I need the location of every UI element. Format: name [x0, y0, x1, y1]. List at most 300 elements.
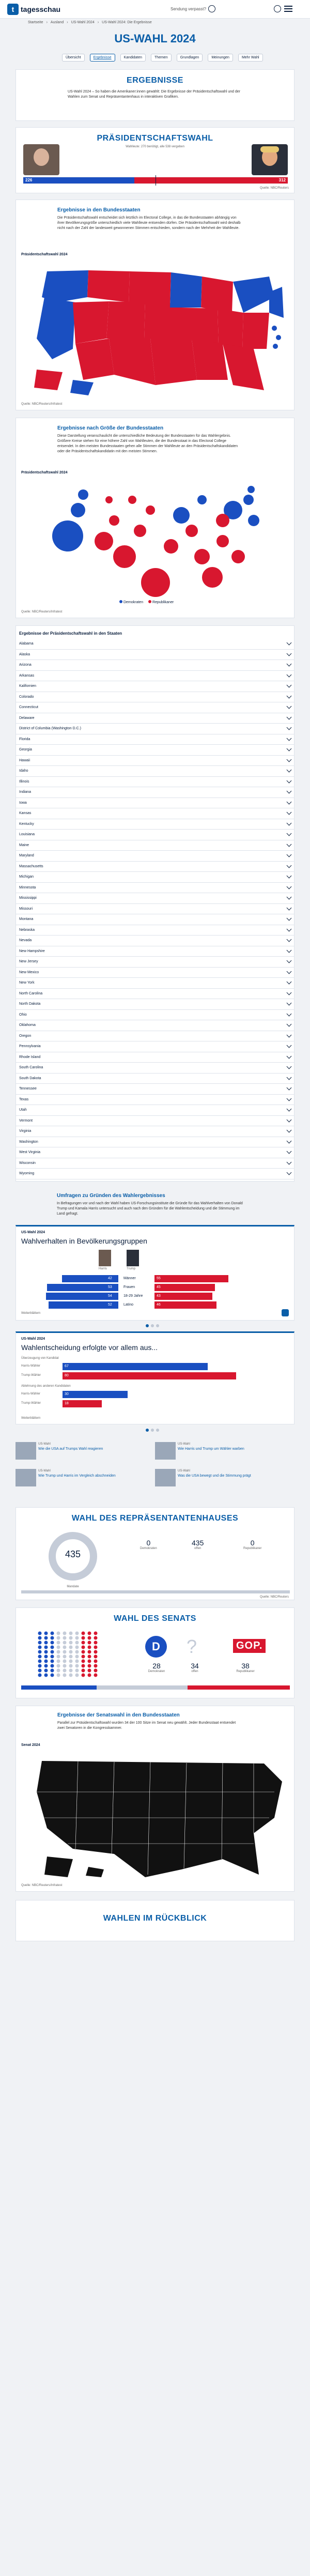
harris-bar: [23, 177, 134, 183]
poll-card-groups: [16, 1225, 295, 1321]
state-row[interactable]: [16, 1010, 294, 1021]
senate-seat: [44, 1636, 48, 1640]
state-row[interactable]: [16, 914, 294, 925]
state-row[interactable]: [16, 745, 294, 756]
state-row[interactable]: [16, 1095, 294, 1106]
teaser-kicker: US-Wahl: [38, 1469, 51, 1473]
state-name: Vermont: [19, 1118, 33, 1123]
missed-show-label: Sendung verpasst?: [171, 6, 206, 11]
teaser-kicker: US-Wahl: [38, 1443, 51, 1446]
reason-value: 30: [65, 1392, 69, 1396]
state-name: New Jersey: [19, 960, 38, 964]
state-name: Indiana: [19, 790, 31, 794]
senate-map-source: Quelle: NBC/Reuters/Infratest: [21, 1884, 63, 1887]
senate-seat: [75, 1650, 79, 1654]
teaser-kicker: US-Wahl: [178, 1443, 190, 1446]
senate-seat: [75, 1655, 79, 1659]
teaser-image: [16, 1469, 36, 1486]
breadcrumb-item[interactable]: US-Wahl 2024: [71, 21, 95, 24]
state-row[interactable]: [16, 1063, 294, 1074]
teaser-title: Wie die USA auf Trumps Wahl reagieren: [38, 1447, 103, 1451]
state-name: Pennsylvania: [19, 1045, 41, 1049]
state-name: Georgia: [19, 748, 32, 752]
review-title: WAHLEN IM RÜCKBLICK: [103, 1914, 207, 1923]
tab-overview[interactable]: Übersicht: [62, 54, 85, 62]
harris-bar: [46, 1293, 118, 1300]
state-name: North Carolina: [19, 991, 43, 995]
state-row[interactable]: [16, 639, 294, 650]
senate-seat: [69, 1641, 73, 1645]
state-row[interactable]: [16, 713, 294, 724]
harris-value: 42: [108, 1277, 112, 1280]
senate-map-text: Parallel zur Präsidentschaftswahl wurden 34 der 100 Sitze im Senat neu gewählt. Jeder Bundesstaat entsendet zwei Senatoren in die Kongresskammer.: [57, 1721, 236, 1730]
state-row[interactable]: [16, 830, 294, 840]
state-name: Washington: [19, 1140, 38, 1144]
polls-heading: Umfragen zu Gründen des Wahlergebnisses: [57, 1193, 165, 1199]
senate-seat: [88, 1650, 91, 1654]
state-row[interactable]: [16, 1137, 294, 1148]
top-bar: [0, 0, 310, 19]
state-row[interactable]: [16, 766, 294, 777]
results-title: ERGEBNISSE: [127, 76, 183, 85]
senate-seat: [69, 1669, 73, 1673]
missed-show-link[interactable]: [171, 5, 215, 12]
senate-seat: [94, 1655, 98, 1659]
voter-label: Trump-Wähler: [21, 1402, 41, 1405]
state-row[interactable]: [16, 851, 294, 862]
state-name: Delaware: [19, 716, 35, 720]
cartogram-panel: [16, 418, 295, 618]
senate-seat: [75, 1674, 79, 1677]
trump-bar: [134, 177, 288, 183]
chevron-down-icon: [287, 640, 292, 646]
chevron-down-icon: [287, 789, 292, 794]
chevron-down-icon: [287, 799, 292, 804]
state-row[interactable]: [16, 798, 294, 809]
senate-seat: [88, 1636, 91, 1640]
poll1-title: Wahlverhalten in Bevölkerungsgruppen: [21, 1237, 147, 1245]
chevron-down-icon: [287, 778, 292, 783]
state-row[interactable]: [16, 862, 294, 872]
review-panel: [16, 1900, 295, 1941]
chevron-down-icon: [287, 884, 292, 889]
state-row[interactable]: [16, 1052, 294, 1063]
voter-label: Harris-Wähler: [21, 1364, 41, 1368]
chevron-down-icon: [287, 1096, 292, 1101]
house-rep: 0 Republikaner: [243, 1539, 262, 1550]
senate-seat: [57, 1632, 60, 1635]
chevron-down-icon: [287, 704, 292, 709]
group-label: 18-29 Jahre: [123, 1294, 143, 1298]
chevron-down-icon: [287, 1043, 292, 1048]
cartogram-legend: [119, 600, 174, 604]
share-icon[interactable]: [282, 1309, 289, 1316]
state-row[interactable]: [16, 883, 294, 894]
senate-seat: [94, 1674, 98, 1677]
state-name: Rhode Island: [19, 1055, 41, 1059]
senate-seat: [88, 1641, 91, 1645]
chevron-down-icon: [287, 662, 292, 667]
chevron-down-icon: [287, 926, 292, 931]
state-name: Kansas: [19, 811, 32, 816]
senate-seat: [82, 1655, 85, 1659]
house-total: 435: [65, 1549, 81, 1559]
reason-value: 18: [65, 1402, 69, 1405]
senate-seat: [75, 1632, 79, 1635]
harris-value: 54: [108, 1294, 112, 1298]
state-row[interactable]: [16, 702, 294, 713]
state-row[interactable]: [16, 756, 294, 766]
polls-section: [16, 1189, 295, 1432]
teaser-kicker: US-Wahl: [178, 1469, 190, 1473]
results-text: US-Wahl 2024 – So haben die Amerikaner:innen gewählt: Die Ergebnisse der Präsidentschaftswahl und der Wahlen zum Senat und Repräsentantenhaus in interaktiven Grafiken.: [68, 90, 240, 99]
state-row[interactable]: [16, 650, 294, 661]
senate-seat: [94, 1636, 98, 1640]
state-name: Louisiana: [19, 833, 35, 837]
senate-seat: [51, 1674, 54, 1677]
voter-label: Trump-Wähler: [21, 1374, 41, 1377]
reason-bar: [63, 1391, 128, 1398]
teaser-card[interactable]: [155, 1442, 289, 1460]
logo-mark: t: [7, 4, 19, 15]
states-heading: Ergebnisse der Präsidentschaftswahl in den Staaten: [19, 631, 122, 636]
chevron-down-icon: [287, 683, 292, 688]
chevron-down-icon: [287, 672, 292, 677]
senate-seat: [38, 1641, 42, 1645]
tab-opinions[interactable]: Meinungen: [208, 54, 233, 62]
senate-seat: [38, 1660, 42, 1663]
state-name: Nevada: [19, 939, 32, 943]
senate-seat: [82, 1674, 85, 1677]
state-name: Hawaii: [19, 758, 30, 762]
senate-seat: [88, 1664, 91, 1668]
state-name: Connecticut: [19, 706, 38, 710]
teaser-title: Wie Harris und Trump um Wähler warben: [178, 1447, 244, 1451]
trump-bar: [154, 1275, 228, 1282]
breadcrumb-item[interactable]: Ausland: [50, 21, 64, 24]
trump-value: 55: [157, 1277, 161, 1280]
senate-seat: [69, 1650, 73, 1654]
chevron-down-icon: [287, 1053, 292, 1059]
teaser-title: Was die USA bewegt und die Stimmung prägt: [178, 1474, 251, 1478]
state-row[interactable]: [16, 936, 294, 946]
breadcrumb: Startseite › Ausland › US-Wahl 2024 › US-Wahl 2024: Die Ergebnisse: [28, 21, 152, 24]
senate-seat: [69, 1660, 73, 1663]
state-row[interactable]: [16, 904, 294, 915]
poll2-group1: Überzeugung von Kandidat: [21, 1357, 59, 1360]
chevron-down-icon: [287, 990, 292, 995]
state-row[interactable]: [16, 787, 294, 798]
menu-icon[interactable]: [284, 6, 292, 12]
senate-seat: [88, 1674, 91, 1677]
senate-seat: [94, 1646, 98, 1649]
state-name: Oklahoma: [19, 1023, 36, 1028]
state-name: Virginia: [19, 1129, 32, 1133]
senate-seat: [44, 1641, 48, 1645]
senate-seat: [94, 1669, 98, 1673]
teaser-image: [155, 1469, 176, 1486]
trump-bar: [154, 1301, 216, 1309]
senate-seat: [44, 1632, 48, 1635]
senate-seat: [94, 1632, 98, 1635]
results-intro: [16, 69, 295, 121]
senate-seat: [69, 1674, 73, 1677]
chevron-down-icon: [287, 735, 292, 741]
tab-topics[interactable]: Themen: [151, 54, 172, 62]
poll-card-reasons: [16, 1331, 295, 1424]
senate-seat: [94, 1650, 98, 1654]
chevron-down-icon: [287, 905, 292, 910]
harris-value: 53: [108, 1285, 112, 1289]
state-row[interactable]: [16, 840, 294, 851]
cartogram-text: Diese Darstellung veranschaulicht die unterschiedliche Bedeutung der Bundesstaaten für das Wahlergebnis. Größere Kreise stehen für eine höhere Zahl von Wahlleuten, die der Bundesstaat in das Electoral College entsendet. In den meisten Bundesstaaten gehen alle Stimmen der Wahlleute an den Präsidentschaftskandidaten oder die Präsidentschaftskandidatin mit den meisten Stimmen.: [57, 434, 238, 453]
senate-seat: [75, 1660, 79, 1663]
chevron-down-icon: [287, 947, 292, 953]
chevron-down-icon: [287, 1117, 292, 1122]
state-name: Iowa: [19, 801, 27, 805]
state-row[interactable]: [16, 957, 294, 968]
poll2-pager[interactable]: [145, 1428, 160, 1433]
state-row[interactable]: [16, 808, 294, 819]
state-row[interactable]: [16, 872, 294, 883]
senate-seat: [88, 1669, 91, 1673]
tab-more[interactable]: Mehr Wahl: [238, 54, 263, 62]
chevron-down-icon: [287, 873, 292, 879]
state-row[interactable]: [16, 671, 294, 682]
group-label: Frauen: [123, 1285, 135, 1289]
chevron-down-icon: [287, 1022, 292, 1027]
senate-seat: [44, 1669, 48, 1673]
house-bar: [21, 1590, 290, 1593]
tab-results[interactable]: Ergebnisse: [90, 54, 115, 62]
house-total-label: Mandate: [67, 1585, 79, 1588]
state-name: Colorado: [19, 695, 34, 699]
teaser-card[interactable]: [155, 1469, 289, 1486]
state-row[interactable]: [16, 777, 294, 788]
poll2-more[interactable]: Weiterblättern: [21, 1417, 41, 1420]
senate-seat: [88, 1632, 91, 1635]
chevron-down-icon: [287, 746, 292, 752]
trump-bar: [154, 1284, 215, 1291]
senate-seat: [88, 1646, 91, 1649]
poll2-title: Wahlentscheidung erfolgte vor allem aus...: [21, 1343, 158, 1352]
state-row[interactable]: [16, 968, 294, 978]
president-source: Quelle: NBC/Reuters: [259, 187, 289, 190]
harris-photo: [23, 144, 59, 175]
us-results-map: [26, 261, 285, 401]
page-title: US-WAHL 2024: [114, 32, 196, 45]
state-row[interactable]: [16, 946, 294, 957]
senate-seat: [44, 1664, 48, 1668]
house-other: 435 offen: [192, 1539, 204, 1550]
teaser-card[interactable]: [16, 1469, 150, 1486]
senate-seat: [82, 1664, 85, 1668]
state-map-panel: [16, 200, 295, 410]
senate-seat: [44, 1660, 48, 1663]
senate-seat: [75, 1646, 79, 1649]
chevron-down-icon: [287, 693, 292, 698]
state-row[interactable]: [16, 681, 294, 692]
senate-map: [26, 1751, 285, 1880]
trump-votes: 312: [278, 178, 286, 182]
state-name: Massachusetts: [19, 864, 43, 868]
state-row[interactable]: [16, 660, 294, 671]
state-row[interactable]: [16, 925, 294, 936]
state-row[interactable]: [16, 1020, 294, 1031]
senate-seat: [94, 1641, 98, 1645]
state-row[interactable]: [16, 1126, 294, 1137]
poll1-trump-label: Trump: [127, 1267, 136, 1270]
tab-candidates[interactable]: Kandidaten: [120, 54, 146, 62]
trump-bar: [154, 1293, 212, 1300]
poll2-kicker: US-Wahl 2024: [21, 1337, 45, 1341]
senate-seat: [51, 1641, 54, 1645]
state-row[interactable]: [16, 1116, 294, 1127]
chevron-down-icon: [287, 1085, 292, 1091]
senate-seat: [82, 1636, 85, 1640]
state-row[interactable]: [16, 989, 294, 1000]
president-panel: [16, 127, 295, 193]
chevron-down-icon: [287, 958, 292, 963]
state-name: Florida: [19, 737, 30, 741]
senate-seat: [38, 1636, 42, 1640]
state-name: Tennessee: [19, 1087, 37, 1091]
poll1-more[interactable]: Weiterblättern: [21, 1312, 41, 1315]
state-name: Kalifornien: [19, 684, 37, 688]
reason-value: 80: [65, 1374, 69, 1377]
state-row[interactable]: [16, 978, 294, 989]
logo[interactable]: [7, 4, 60, 15]
state-row[interactable]: [16, 1147, 294, 1158]
chevron-down-icon: [287, 1128, 292, 1133]
state-name: Idaho: [19, 769, 28, 773]
chevron-down-icon: [287, 810, 292, 815]
chevron-down-icon: [287, 1149, 292, 1154]
state-row[interactable]: [16, 999, 294, 1010]
trump-photo: [252, 144, 288, 175]
state-name: New Mexico: [19, 970, 39, 974]
senate-seat: [82, 1660, 85, 1663]
state-map-text: Die Präsidentschaftswahl entscheidet sich letztlich im Electoral College, in das die Bundesstaaten abhängig von ihrer Bevölkerungsgröße unterschiedlich viele Wahlleute entsenden dürfen. Die Präsidentschaftswahl wird deshalb nicht nach der Zahl der landesweit gewonnenen Stimmen entschieden, sondern nach der Mehrheit der Wahlleute.: [57, 216, 241, 230]
search-icon[interactable]: [274, 5, 281, 12]
state-row[interactable]: [16, 893, 294, 904]
state-name: Arkansas: [19, 673, 35, 678]
president-subtitle: Wahlleute: 270 benötigt, alle 538 vergeben: [126, 145, 184, 148]
state-name: Missouri: [19, 907, 33, 911]
state-map-source: Quelle: NBC/Reuters/Infratest: [21, 403, 63, 406]
state-row[interactable]: [16, 692, 294, 703]
senate-map-panel: [16, 1706, 295, 1892]
state-row[interactable]: [16, 1105, 294, 1116]
voter-label: Harris-Wähler: [21, 1392, 41, 1396]
breadcrumb-item: US-Wahl 2024: Die Ergebnisse: [102, 21, 152, 24]
senate-seat: [57, 1641, 60, 1645]
senate-seat: [75, 1664, 79, 1668]
senate-seat: [51, 1646, 54, 1649]
breadcrumb-item[interactable]: Startseite: [28, 21, 43, 24]
state-name: Maine: [19, 843, 29, 847]
chevron-down-icon: [287, 969, 292, 974]
state-name: West Virginia: [19, 1151, 40, 1155]
tab-basics[interactable]: Grundlagen: [177, 54, 203, 62]
state-map-label: Präsidentschaftswahl 2024: [21, 253, 68, 256]
senate-seat: [57, 1636, 60, 1640]
state-row[interactable]: [16, 819, 294, 830]
state-row[interactable]: [16, 1169, 294, 1179]
senate-seat: [63, 1660, 67, 1663]
chevron-down-icon: [287, 1064, 292, 1069]
state-row[interactable]: [16, 724, 294, 734]
state-name: Michigan: [19, 875, 34, 879]
senate-seat: [63, 1650, 67, 1654]
senate-seat: [69, 1655, 73, 1659]
senate-seat: [51, 1632, 54, 1635]
trump-value: 45: [157, 1285, 161, 1289]
poll1-pager[interactable]: [145, 1323, 160, 1328]
cartogram-source: Quelle: NBC/Reuters/Infratest: [21, 610, 63, 614]
trump-thumb: [127, 1250, 139, 1266]
senate-seat: [57, 1660, 60, 1663]
state-name: Kentucky: [19, 822, 34, 826]
state-name: North Dakota: [19, 1002, 41, 1006]
state-name: Texas: [19, 1097, 29, 1101]
state-row[interactable]: [16, 1158, 294, 1169]
legend-rep: Republikaner: [152, 601, 174, 604]
senate-seat: [82, 1650, 85, 1654]
chevron-down-icon: [287, 1075, 292, 1080]
president-title: PRÄSIDENTSCHAFTSWAHL: [97, 134, 213, 143]
senate-seat: [69, 1664, 73, 1668]
house-panel: [16, 1507, 295, 1600]
senate-seat: [51, 1660, 54, 1663]
states-accordion: [16, 625, 295, 1182]
state-name: Mississippi: [19, 896, 37, 900]
state-name: South Carolina: [19, 1066, 43, 1070]
senate-seat: [57, 1646, 60, 1649]
senate-seat: [82, 1669, 85, 1673]
state-row[interactable]: [16, 1041, 294, 1052]
senate-dem: 28 Demokraten: [148, 1662, 165, 1673]
senate-seat: [57, 1669, 60, 1673]
senate-other: 34 offen: [191, 1662, 199, 1673]
state-name: Alaska: [19, 652, 30, 656]
state-name: Nebraska: [19, 928, 35, 932]
group-label: Latino: [123, 1303, 134, 1307]
state-row[interactable]: [16, 1074, 294, 1084]
state-name: New Hampshire: [19, 949, 45, 953]
state-row[interactable]: [16, 1084, 294, 1095]
tab-bar: [62, 54, 263, 62]
senate-seat: [88, 1660, 91, 1663]
senate-title: WAHL DES SENATS: [114, 1614, 196, 1623]
teaser-card[interactable]: [16, 1442, 150, 1460]
chevron-down-icon: [287, 1138, 292, 1143]
chevron-down-icon: [287, 1170, 292, 1175]
undecided-icon: ?: [187, 1636, 197, 1657]
state-row[interactable]: [16, 734, 294, 745]
chevron-down-icon: [287, 714, 292, 719]
trump-value: 43: [157, 1294, 161, 1298]
polls-text: In Befragungen vor und nach der Wahl haben US-Forschungsinstitute die Gründe für das Wahlverhalten von Donald Trump und Kamala Harris untersucht und auch nach den Gründen für die Wahlentscheidung und die Stimmung im Land gefragt.: [57, 1202, 243, 1216]
teaser-grid: [16, 1442, 295, 1494]
chevron-down-icon: [287, 1107, 292, 1112]
house-dem: 0 Demokraten: [140, 1539, 157, 1550]
senate-seat: [44, 1650, 48, 1654]
senate-seat: [51, 1636, 54, 1640]
state-name: Wisconsin: [19, 1161, 36, 1165]
state-row[interactable]: [16, 1031, 294, 1042]
senate-seat: [57, 1650, 60, 1654]
